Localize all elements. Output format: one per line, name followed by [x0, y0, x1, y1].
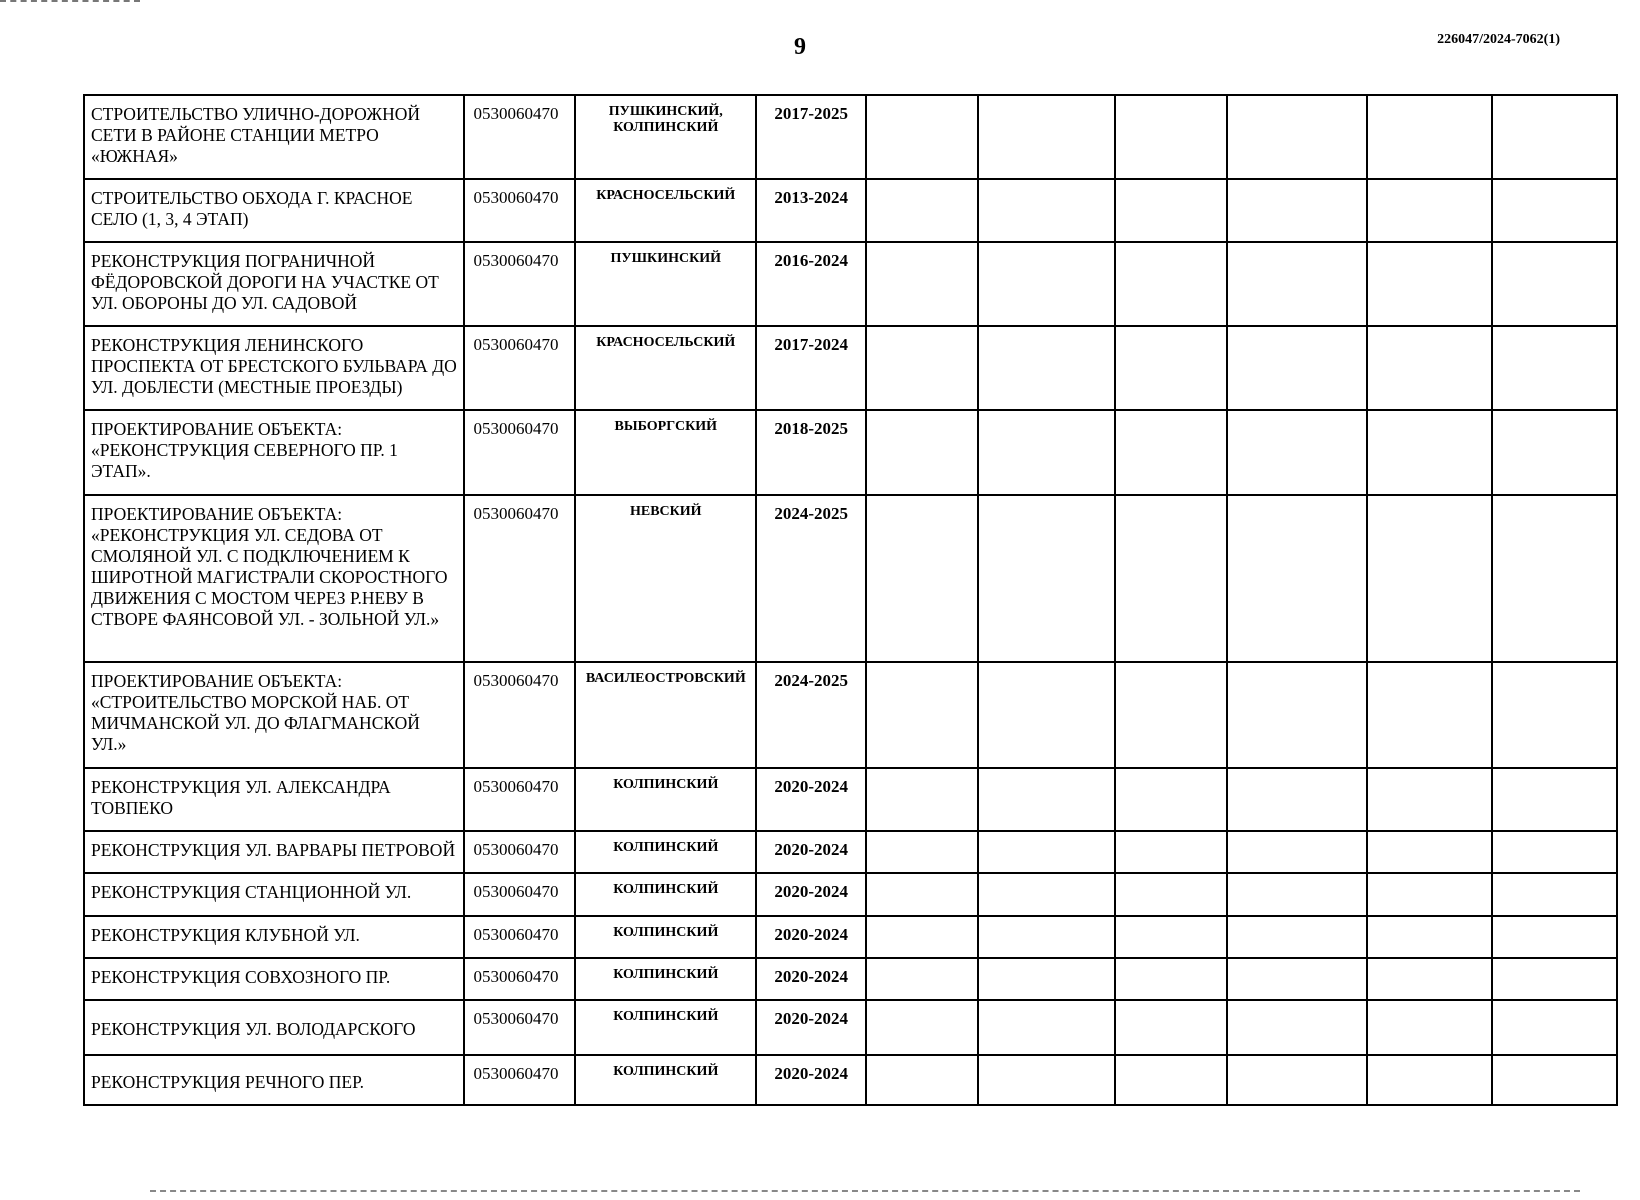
- empty-cell: [1367, 768, 1492, 831]
- table-row: [84, 873, 1617, 916]
- table-row: [84, 410, 1617, 495]
- empty-cell: [1115, 179, 1228, 242]
- empty-cell: [1367, 1055, 1492, 1105]
- empty-cell: [1227, 873, 1367, 916]
- object-name-cell: ПРОЕКТИРОВАНИЕ ОБЪЕКТА: «РЕКОНСТРУКЦИЯ УЛ. СЕДОВА ОТ СМОЛЯНОЙ УЛ. С ПОДКЛЮЧЕНИЕМ К ШИРОТНОЙ МАГИСТРАЛИ СКОРОСТНОГО ДВИЖЕНИЯ С МОСТОМ ЧЕРЕЗ Р.НЕВУ В СТВОРЕ ФАЯНСОВОЙ УЛ. - ЗОЛЬНОЙ УЛ.»: [84, 495, 464, 662]
- years-cell: 2013-2024: [756, 179, 866, 242]
- empty-cell: [1492, 958, 1617, 1000]
- empty-cell: [1115, 1000, 1228, 1055]
- empty-cell: [1367, 958, 1492, 1000]
- empty-cell: [866, 326, 978, 410]
- budget-code-cell: 0530060470: [464, 916, 575, 958]
- years-cell: 2024-2025: [756, 662, 866, 768]
- table-row: [84, 916, 1617, 958]
- empty-cell: [978, 95, 1115, 179]
- empty-cell: [1115, 326, 1228, 410]
- table-row: [84, 1055, 1617, 1105]
- table-row: [84, 179, 1617, 242]
- budget-code-cell: 0530060470: [464, 179, 575, 242]
- empty-cell: [1227, 831, 1367, 873]
- years-cell: 2017-2024: [756, 326, 866, 410]
- object-name-cell: РЕКОНСТРУКЦИЯ РЕЧНОГО ПЕР.: [84, 1055, 464, 1105]
- years-cell: 2020-2024: [756, 1055, 866, 1105]
- empty-cell: [1492, 831, 1617, 873]
- object-name-cell: РЕКОНСТРУКЦИЯ ПОГРАНИЧНОЙ ФЁДОРОВСКОЙ ДОРОГИ НА УЧАСТКЕ ОТ УЛ. ОБОРОНЫ ДО УЛ. САДОВОЙ: [84, 242, 464, 326]
- empty-cell: [866, 95, 978, 179]
- object-name-cell: РЕКОНСТРУКЦИЯ УЛ. ВОЛОДАРСКОГО: [84, 1000, 464, 1055]
- empty-cell: [866, 410, 978, 495]
- empty-cell: [1115, 768, 1228, 831]
- empty-cell: [1115, 410, 1228, 495]
- years-cell: 2020-2024: [756, 916, 866, 958]
- years-cell: 2020-2024: [756, 831, 866, 873]
- empty-cell: [978, 958, 1115, 1000]
- empty-cell: [1367, 326, 1492, 410]
- empty-cell: [1367, 662, 1492, 768]
- empty-cell: [866, 495, 978, 662]
- empty-cell: [1227, 326, 1367, 410]
- district-cell: КРАСНОСЕЛЬСКИЙ: [575, 326, 756, 410]
- years-cell: 2024-2025: [756, 495, 866, 662]
- table-row: [84, 95, 1617, 179]
- table-row: [84, 662, 1617, 768]
- district-cell: ВАСИЛЕОСТРОВСКИЙ: [575, 662, 756, 768]
- empty-cell: [1227, 410, 1367, 495]
- empty-cell: [1227, 916, 1367, 958]
- district-cell: КРАСНОСЕЛЬСКИЙ: [575, 179, 756, 242]
- empty-cell: [866, 831, 978, 873]
- district-cell: ПУШКИНСКИЙ, КОЛПИНСКИЙ: [575, 95, 756, 179]
- empty-cell: [1115, 1055, 1228, 1105]
- empty-cell: [1367, 179, 1492, 242]
- empty-cell: [1115, 95, 1228, 179]
- empty-cell: [978, 410, 1115, 495]
- empty-cell: [1492, 768, 1617, 831]
- empty-cell: [1227, 1055, 1367, 1105]
- budget-code-cell: 0530060470: [464, 326, 575, 410]
- empty-cell: [1115, 662, 1228, 768]
- table-row: [84, 1000, 1617, 1055]
- empty-cell: [1367, 873, 1492, 916]
- object-name-cell: РЕКОНСТРУКЦИЯ УЛ. ВАРВАРЫ ПЕТРОВОЙ: [84, 831, 464, 873]
- empty-cell: [978, 831, 1115, 873]
- empty-cell: [1115, 495, 1228, 662]
- empty-cell: [1492, 95, 1617, 179]
- scan-bottom-mark: [150, 1190, 1580, 1196]
- empty-cell: [1115, 873, 1228, 916]
- empty-cell: [1367, 95, 1492, 179]
- years-cell: 2017-2025: [756, 95, 866, 179]
- empty-cell: [1492, 410, 1617, 495]
- document-code: 226047/2024-7062(1): [1437, 32, 1560, 47]
- empty-cell: [978, 326, 1115, 410]
- empty-cell: [1492, 495, 1617, 662]
- empty-cell: [1492, 1000, 1617, 1055]
- empty-cell: [1227, 768, 1367, 831]
- empty-cell: [866, 916, 978, 958]
- years-cell: 2020-2024: [756, 958, 866, 1000]
- empty-cell: [1492, 1055, 1617, 1105]
- object-name-cell: ПРОЕКТИРОВАНИЕ ОБЪЕКТА: «РЕКОНСТРУКЦИЯ СЕВЕРНОГО ПР. 1 ЭТАП».: [84, 410, 464, 495]
- object-name-cell: СТРОИТЕЛЬСТВО ОБХОДА Г. КРАСНОЕ СЕЛО (1, 3, 4 ЭТАП): [84, 179, 464, 242]
- table-row: [84, 326, 1617, 410]
- object-name-cell: РЕКОНСТРУКЦИЯ СОВХОЗНОГО ПР.: [84, 958, 464, 1000]
- budget-code-cell: 0530060470: [464, 831, 575, 873]
- empty-cell: [978, 873, 1115, 916]
- budget-code-cell: 0530060470: [464, 768, 575, 831]
- years-cell: 2020-2024: [756, 873, 866, 916]
- budget-code-cell: 0530060470: [464, 662, 575, 768]
- empty-cell: [978, 179, 1115, 242]
- district-cell: КОЛПИНСКИЙ: [575, 768, 756, 831]
- empty-cell: [866, 768, 978, 831]
- empty-cell: [1115, 242, 1228, 326]
- empty-cell: [866, 179, 978, 242]
- empty-cell: [1367, 831, 1492, 873]
- budget-code-cell: 0530060470: [464, 95, 575, 179]
- budget-code-cell: 0530060470: [464, 1055, 575, 1105]
- budget-code-cell: 0530060470: [464, 1000, 575, 1055]
- empty-cell: [1367, 1000, 1492, 1055]
- object-name-cell: РЕКОНСТРУКЦИЯ КЛУБНОЙ УЛ.: [84, 916, 464, 958]
- empty-cell: [1367, 495, 1492, 662]
- empty-cell: [1492, 916, 1617, 958]
- empty-cell: [1227, 179, 1367, 242]
- budget-code-cell: 0530060470: [464, 242, 575, 326]
- budget-code-cell: 0530060470: [464, 873, 575, 916]
- district-cell: НЕВСКИЙ: [575, 495, 756, 662]
- empty-cell: [1115, 916, 1228, 958]
- table-row: [84, 242, 1617, 326]
- table-row: [84, 768, 1617, 831]
- district-cell: ПУШКИНСКИЙ: [575, 242, 756, 326]
- empty-cell: [866, 1055, 978, 1105]
- empty-cell: [1115, 831, 1228, 873]
- years-cell: 2016-2024: [756, 242, 866, 326]
- district-cell: ВЫБОРГСКИЙ: [575, 410, 756, 495]
- district-cell: КОЛПИНСКИЙ: [575, 916, 756, 958]
- table-row: [84, 495, 1617, 662]
- object-name-cell: РЕКОНСТРУКЦИЯ УЛ. АЛЕКСАНДРА ТОВПЕКО: [84, 768, 464, 831]
- empty-cell: [978, 495, 1115, 662]
- object-name-cell: СТРОИТЕЛЬСТВО УЛИЧНО-ДОРОЖНОЙ СЕТИ В РАЙОНЕ СТАНЦИИ МЕТРО «ЮЖНАЯ»: [84, 95, 464, 179]
- budget-code-cell: 0530060470: [464, 495, 575, 662]
- empty-cell: [1492, 242, 1617, 326]
- object-name-cell: РЕКОНСТРУКЦИЯ СТАНЦИОННОЙ УЛ.: [84, 873, 464, 916]
- program-table: [83, 94, 1618, 1106]
- empty-cell: [1227, 242, 1367, 326]
- table-body: [84, 95, 1617, 1105]
- empty-cell: [1227, 1000, 1367, 1055]
- district-cell: КОЛПИНСКИЙ: [575, 831, 756, 873]
- scan-edge-mark: [0, 0, 140, 4]
- object-name-cell: РЕКОНСТРУКЦИЯ ЛЕНИНСКОГО ПРОСПЕКТА ОТ БРЕСТСКОГО БУЛЬВАРА ДО УЛ. ДОБЛЕСТИ (МЕСТНЫЕ ПРОЕЗДЫ): [84, 326, 464, 410]
- district-cell: КОЛПИНСКИЙ: [575, 873, 756, 916]
- years-cell: 2020-2024: [756, 768, 866, 831]
- budget-code-cell: 0530060470: [464, 958, 575, 1000]
- years-cell: 2018-2025: [756, 410, 866, 495]
- empty-cell: [1227, 95, 1367, 179]
- budget-code-cell: 0530060470: [464, 410, 575, 495]
- empty-cell: [1227, 495, 1367, 662]
- empty-cell: [1492, 662, 1617, 768]
- empty-cell: [978, 662, 1115, 768]
- empty-cell: [1115, 958, 1228, 1000]
- district-cell: КОЛПИНСКИЙ: [575, 1000, 756, 1055]
- district-cell: КОЛПИНСКИЙ: [575, 1055, 756, 1105]
- table-row: [84, 958, 1617, 1000]
- empty-cell: [866, 242, 978, 326]
- district-cell: КОЛПИНСКИЙ: [575, 958, 756, 1000]
- empty-cell: [978, 1055, 1115, 1105]
- empty-cell: [978, 242, 1115, 326]
- years-cell: 2020-2024: [756, 1000, 866, 1055]
- empty-cell: [1227, 958, 1367, 1000]
- empty-cell: [1227, 662, 1367, 768]
- empty-cell: [1367, 410, 1492, 495]
- empty-cell: [1492, 179, 1617, 242]
- empty-cell: [978, 768, 1115, 831]
- empty-cell: [1367, 916, 1492, 958]
- table-row: [84, 831, 1617, 873]
- empty-cell: [1492, 873, 1617, 916]
- empty-cell: [978, 1000, 1115, 1055]
- empty-cell: [866, 1000, 978, 1055]
- empty-cell: [1492, 326, 1617, 410]
- empty-cell: [866, 662, 978, 768]
- empty-cell: [866, 873, 978, 916]
- empty-cell: [1367, 242, 1492, 326]
- object-name-cell: ПРОЕКТИРОВАНИЕ ОБЪЕКТА: «СТРОИТЕЛЬСТВО МОРСКОЙ НАБ. ОТ МИЧМАНСКОЙ УЛ. ДО ФЛАГМАНСКОЙ УЛ.»: [84, 662, 464, 768]
- page-number: 9: [794, 34, 806, 60]
- empty-cell: [978, 916, 1115, 958]
- empty-cell: [866, 958, 978, 1000]
